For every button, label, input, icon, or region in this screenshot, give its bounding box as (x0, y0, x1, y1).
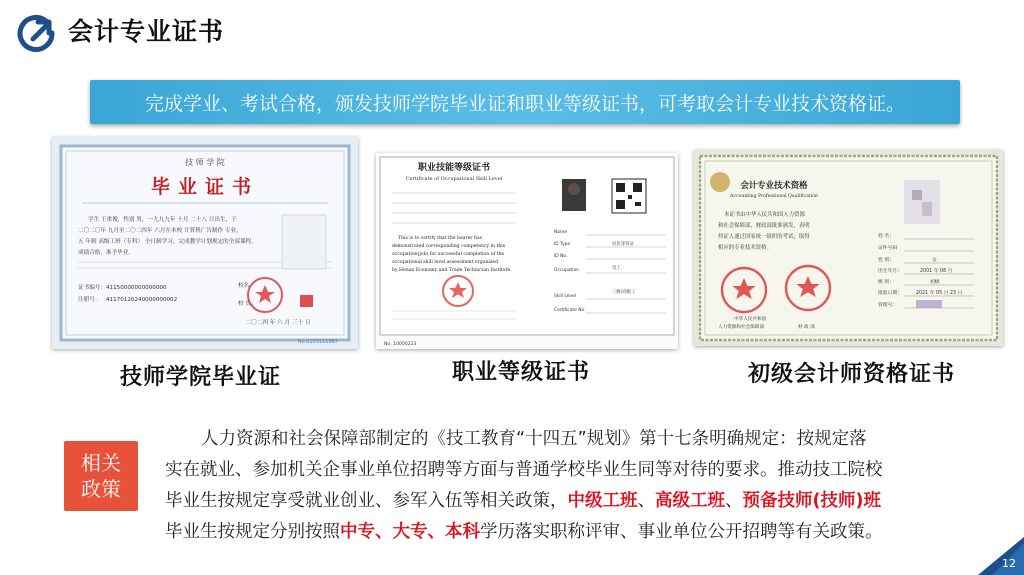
cert3-body1: 本证书由中华人民共和国人力资源 (724, 212, 805, 218)
policy-label-line2: 政策 (81, 477, 121, 501)
cert3-field-date: 批准日期： (878, 291, 902, 296)
page-number: 12 (1002, 557, 1016, 570)
policy-label-box (64, 441, 138, 511)
cert1-cert-no: 41150000000000000 (106, 285, 167, 291)
cert2-heading: 职业技能等级证书 (417, 163, 491, 173)
graduation-certificate-image (52, 137, 358, 349)
cert3-field-level: 级 别： (878, 280, 894, 285)
separator: 、 (637, 491, 655, 511)
cert3-heading: 会计专业技术资格 (740, 180, 808, 190)
cert3-field-mgmt: 管理号： (878, 303, 898, 308)
cert3-value-sex: 女 (932, 258, 937, 263)
policy-line-1: 人力资源和社会保障部制定的《技工教育“十四五”规划》第十七条明确规定：按规定落 (201, 429, 867, 449)
cert2-field-idno: ID No. (554, 254, 568, 259)
policy-line-4-text-c: 学历落实职称评审、事业单位公开招聘等有关政策。 (480, 522, 883, 542)
cert2-en4: occupational skill level assessment organized (392, 260, 499, 265)
cert2-en3: occupation(job) for successful completion of the (392, 252, 505, 257)
cert2-field-occ: Occupation (554, 268, 579, 273)
cert1-line1: 学生 王重俊，性别 男，一九九九年 十月 二十八 日出生，于 (88, 217, 237, 223)
photo-area (282, 215, 326, 269)
skill-level-certificate-image (376, 153, 678, 349)
cert3-field-name: 姓 名： (878, 234, 894, 239)
cert3-body2: 和社会保障部、财政部批准颁发，表明 (718, 223, 810, 229)
accounting-qualification-certificate-image (694, 150, 1003, 346)
cert1-line4: 成绩合格，准予毕业。 (78, 250, 134, 256)
cert1-date: 二〇二四 年 六 月 三十 日 (245, 320, 311, 326)
highlight-education-levels: 中专、大专、本科 (340, 522, 480, 542)
policy-line-3-text: 毕业生按规定享受就业创业、参军入伍等相关政策， (165, 491, 568, 511)
cert1-cert-no-label: 证书编号： (78, 285, 106, 291)
cert1-heading: 毕业证书 (150, 176, 260, 198)
cert2-value-idtype: 居民身份证 (612, 242, 634, 247)
policy-line-2: 实在就业、参加机关企事业单位招聘等方面与普通学校毕业生同等对待的要求。推动技工院校 (165, 460, 883, 480)
cert1-reg-no: 41170120240000000002 (106, 297, 178, 303)
cert3-subheading: Accounting Professional Qualification (730, 194, 818, 199)
policy-line-4 (165, 517, 965, 548)
mgmt-no-blurred (916, 300, 942, 308)
cert2-en5: by Henan Economy and Trade Technician Institute. (392, 268, 512, 273)
cert2-field-name: Name (554, 230, 567, 235)
summary-banner: 完成学业、考试合格，颁发技师学院毕业证和职业等级证书，可考取会计专业技术资格证。 (90, 80, 960, 124)
arrow-circle-icon (16, 13, 58, 55)
cert3-body3: 持证人通过国家统一组织的考试，取得 (718, 234, 810, 240)
highlight-advanced-class: 高级工班 (655, 491, 725, 511)
cert3-value-level: 初级 (930, 280, 940, 285)
cert2-value-occ: 电工 (612, 266, 621, 271)
cert3-field-idno: 证件号码 (878, 246, 898, 251)
cert1-header: 技 师 学 院 (185, 158, 225, 167)
page-title: 会计专业证书 (68, 17, 225, 46)
highlight-technician-class: 预备技师(技师)班 (742, 491, 881, 511)
cert2-field-certno: Certificate No. (554, 308, 586, 313)
caption-graduation: 技师学院毕业证 (120, 365, 282, 390)
cert3-issuer2: 人力资源和社会保障部 (718, 325, 764, 330)
cert2-field-level: Skill Level (554, 294, 576, 299)
cert2-en1: This is to certify that the bearer has (398, 236, 483, 241)
cert2-value-level: 三级/高级工 (612, 290, 636, 295)
cert3-issuer1: 中华人民共和国 (734, 317, 767, 322)
cert3-body4: 相应的专业技术资格。 (718, 245, 772, 251)
policy-paragraph (165, 424, 965, 548)
cert2-en2: demonstrated corresponding competency in this (392, 244, 506, 249)
cert3-issuer3: 财 政 部 (798, 325, 815, 330)
policy-line-4-text-a: 毕业生按规定分别按照 (165, 522, 340, 542)
principal-stamp-icon (300, 295, 313, 307)
cert1-serial: No.0123111987 (297, 339, 338, 345)
cert1-line2: 二〇二〇年 九月至二〇二四年 六月在本校 计算机广告制作 专业， (78, 228, 242, 234)
caption-accounting-qualification: 初级会计师资格证书 (748, 362, 956, 387)
caption-skill-level: 职业等级证书 (452, 360, 591, 385)
cert3-value-date: 2021 年 05 月 23 日 (916, 291, 963, 296)
policy-line-3 (165, 486, 965, 517)
page-number-corner (978, 537, 1024, 575)
cert1-principal-label: 校 长： (238, 301, 257, 307)
national-emblem-icon (710, 172, 730, 192)
cert3-field-sex: 性 别： (878, 258, 894, 263)
policy-label-line1: 相关 (81, 451, 121, 475)
cert1-line3: 五 年制 高级工班（专科） 全日制学习，完成教学计划规定的全部课程， (78, 239, 257, 245)
cert1-reg-label: 注册号： (78, 297, 101, 303)
separator: 、 (725, 491, 743, 511)
cert3-value-birth: 2001 年 08 月 (920, 269, 953, 274)
highlight-intermediate-class: 中级工班 (567, 491, 638, 511)
cert2-subheading: Certificate of Occupational Skill Level (405, 176, 503, 182)
cert3-field-birth: 出生年月： (878, 269, 902, 274)
cert1-school-label: 校名： (238, 283, 255, 289)
cert2-serial: No. 10000223 (384, 342, 417, 347)
cert2-field-idtype: ID Type (554, 242, 571, 247)
